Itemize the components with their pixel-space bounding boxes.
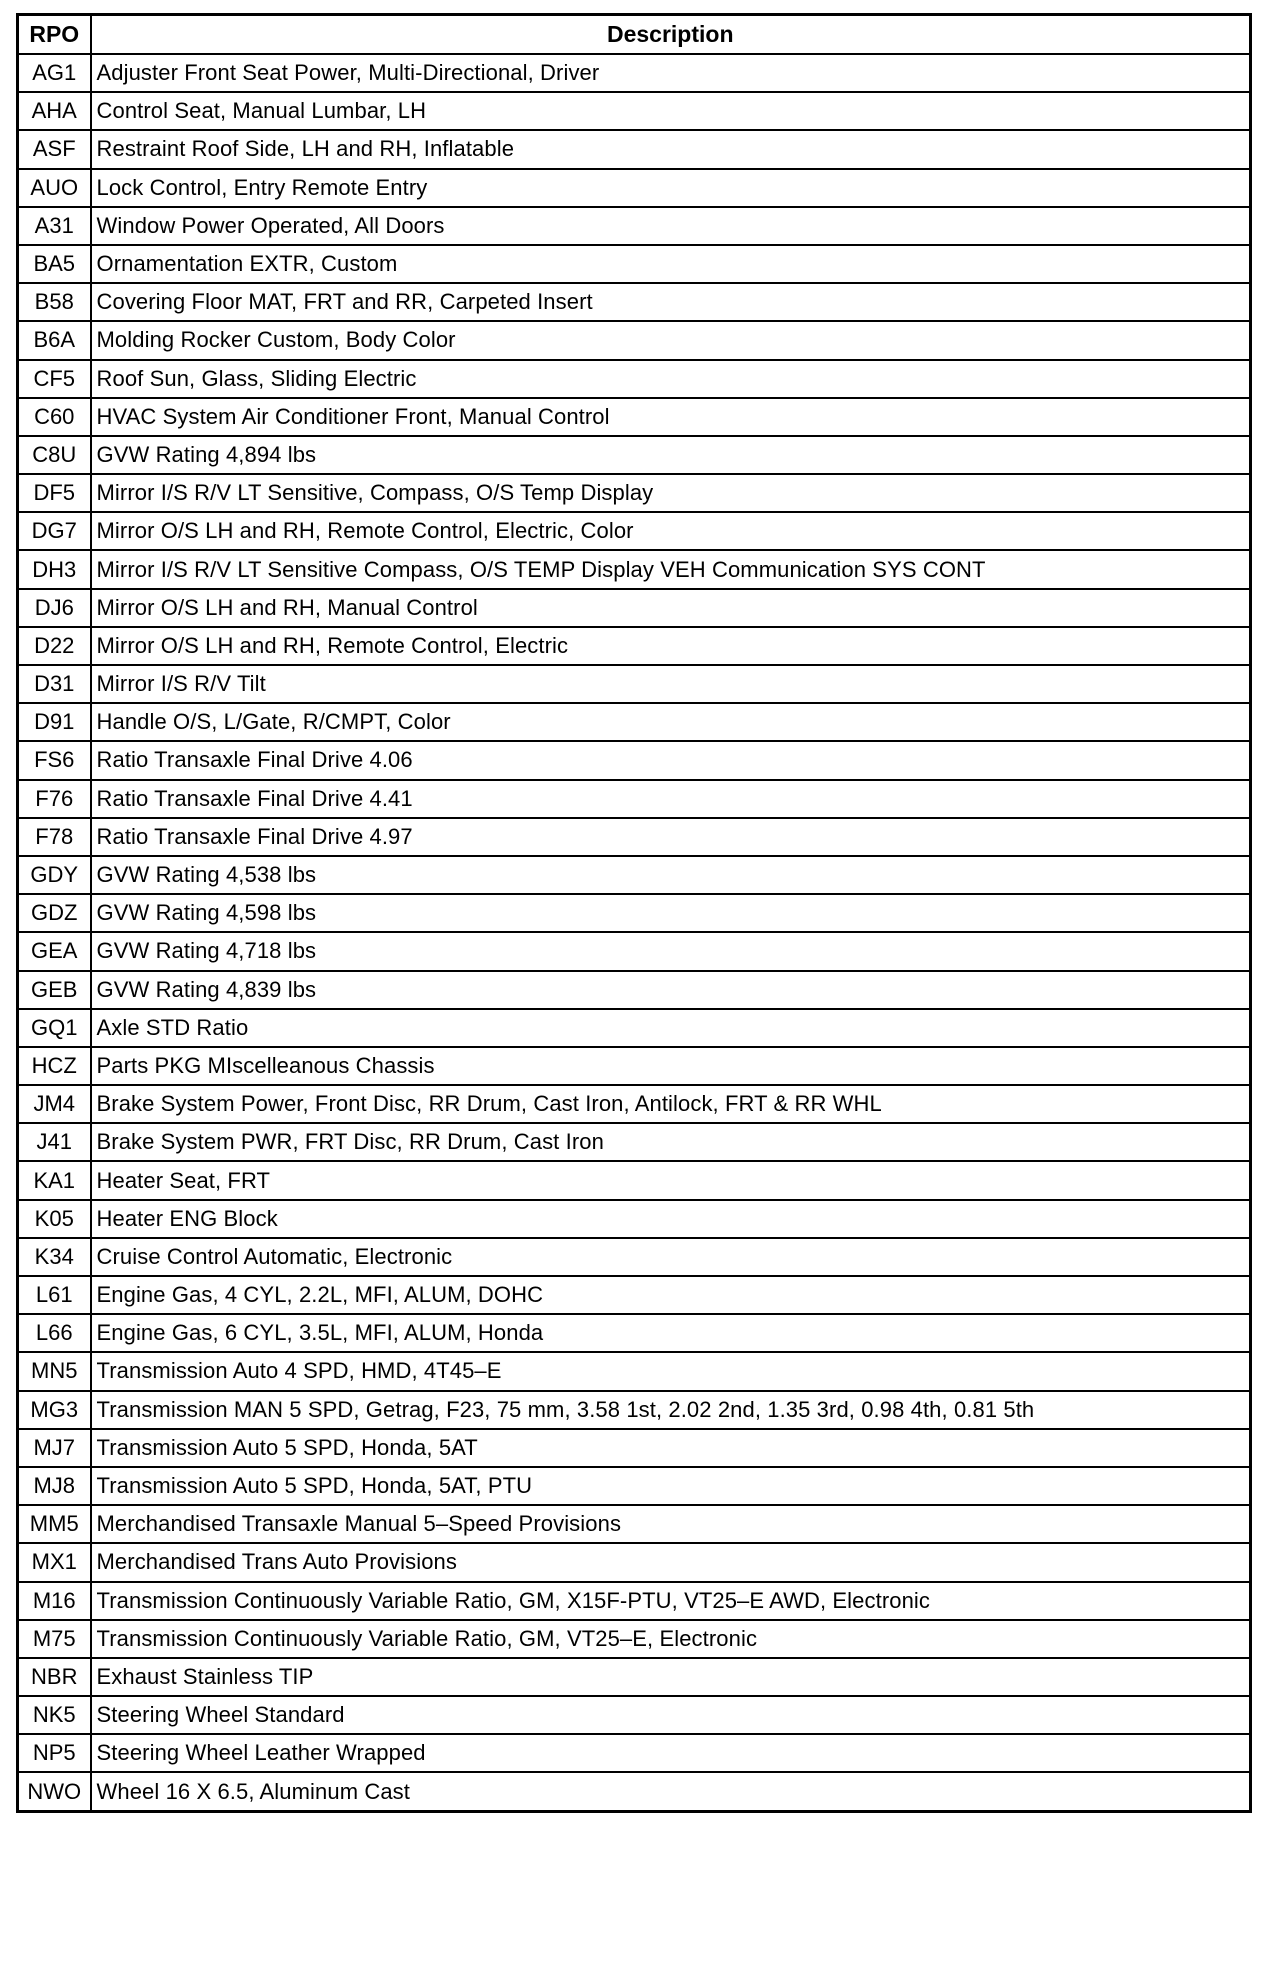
- table-row: [18, 130, 1251, 168]
- table-row: [18, 1467, 1251, 1505]
- rpo-code-cell: MJ8: [18, 1467, 91, 1505]
- description-cell: Ornamentation EXTR, Custom: [91, 245, 1251, 283]
- rpo-code-cell: A31: [18, 207, 91, 245]
- description-cell: Heater Seat, FRT: [91, 1161, 1251, 1199]
- rpo-code-cell: NBR: [18, 1658, 91, 1696]
- table-row: [18, 627, 1251, 665]
- rpo-code-cell: M16: [18, 1582, 91, 1620]
- table-row: [18, 436, 1251, 474]
- description-cell: Ratio Transaxle Final Drive 4.06: [91, 741, 1251, 779]
- rpo-code-cell: C8U: [18, 436, 91, 474]
- table-row: [18, 932, 1251, 970]
- rpo-code-cell: MN5: [18, 1352, 91, 1390]
- description-cell: Merchandised Trans Auto Provisions: [91, 1543, 1251, 1581]
- description-cell: Engine Gas, 6 CYL, 3.5L, MFI, ALUM, Honda: [91, 1314, 1251, 1352]
- table-row: [18, 703, 1251, 741]
- description-cell: Mirror O/S LH and RH, Remote Control, Electric, Color: [91, 512, 1251, 550]
- table-body: [18, 54, 1251, 1811]
- table-row: [18, 780, 1251, 818]
- rpo-code-cell: NP5: [18, 1734, 91, 1772]
- rpo-code-cell: L61: [18, 1276, 91, 1314]
- rpo-code-cell: F78: [18, 818, 91, 856]
- table-row: [18, 1734, 1251, 1772]
- rpo-code-sheet: [16, 13, 1249, 1813]
- description-cell: Adjuster Front Seat Power, Multi-Directional, Driver: [91, 54, 1251, 92]
- table-row: [18, 894, 1251, 932]
- rpo-code-cell: AG1: [18, 54, 91, 92]
- rpo-code-cell: DG7: [18, 512, 91, 550]
- table-row: [18, 360, 1251, 398]
- table-row: [18, 1391, 1251, 1429]
- rpo-code-cell: NK5: [18, 1696, 91, 1734]
- description-cell: Window Power Operated, All Doors: [91, 207, 1251, 245]
- table-row: [18, 207, 1251, 245]
- rpo-code-cell: MM5: [18, 1505, 91, 1543]
- description-cell: Transmission MAN 5 SPD, Getrag, F23, 75 mm, 3.58 1st, 2.02 2nd, 1.35 3rd, 0.98 4th, 0.81 5th: [91, 1391, 1251, 1429]
- rpo-code-cell: D22: [18, 627, 91, 665]
- description-cell: Steering Wheel Leather Wrapped: [91, 1734, 1251, 1772]
- description-cell: Steering Wheel Standard: [91, 1696, 1251, 1734]
- description-cell: Exhaust Stainless TIP: [91, 1658, 1251, 1696]
- description-cell: GVW Rating 4,894 lbs: [91, 436, 1251, 474]
- description-cell: Control Seat, Manual Lumbar, LH: [91, 92, 1251, 130]
- table-row: [18, 1582, 1251, 1620]
- rpo-code-cell: C60: [18, 398, 91, 436]
- rpo-code-cell: D31: [18, 665, 91, 703]
- description-cell: GVW Rating 4,598 lbs: [91, 894, 1251, 932]
- table-row: [18, 1123, 1251, 1161]
- description-cell: Transmission Auto 5 SPD, Honda, 5AT: [91, 1429, 1251, 1467]
- table-row: [18, 1161, 1251, 1199]
- table-row: [18, 1085, 1251, 1123]
- description-cell: Merchandised Transaxle Manual 5–Speed Provisions: [91, 1505, 1251, 1543]
- rpo-code-cell: MG3: [18, 1391, 91, 1429]
- table-row: [18, 1047, 1251, 1085]
- rpo-code-cell: HCZ: [18, 1047, 91, 1085]
- table-row: [18, 92, 1251, 130]
- description-cell: GVW Rating 4,538 lbs: [91, 856, 1251, 894]
- description-cell: Parts PKG MIscelleanous Chassis: [91, 1047, 1251, 1085]
- table-row: [18, 1620, 1251, 1658]
- description-cell: Brake System PWR, FRT Disc, RR Drum, Cast Iron: [91, 1123, 1251, 1161]
- rpo-code-cell: MX1: [18, 1543, 91, 1581]
- rpo-code-cell: GDY: [18, 856, 91, 894]
- description-column-header: Description: [91, 15, 1251, 55]
- description-cell: Mirror I/S R/V Tilt: [91, 665, 1251, 703]
- description-cell: Brake System Power, Front Disc, RR Drum, Cast Iron, Antilock, FRT & RR WHL: [91, 1085, 1251, 1123]
- description-cell: Axle STD Ratio: [91, 1009, 1251, 1047]
- rpo-code-cell: AUO: [18, 169, 91, 207]
- table-row: [18, 1772, 1251, 1811]
- rpo-table: [16, 13, 1252, 1813]
- description-cell: Transmission Auto 5 SPD, Honda, 5AT, PTU: [91, 1467, 1251, 1505]
- rpo-code-cell: DJ6: [18, 589, 91, 627]
- table-row: [18, 398, 1251, 436]
- table-row: [18, 1276, 1251, 1314]
- description-cell: Ratio Transaxle Final Drive 4.41: [91, 780, 1251, 818]
- description-cell: Ratio Transaxle Final Drive 4.97: [91, 818, 1251, 856]
- description-cell: Cruise Control Automatic, Electronic: [91, 1238, 1251, 1276]
- description-cell: HVAC System Air Conditioner Front, Manual Control: [91, 398, 1251, 436]
- rpo-column-header: RPO: [18, 15, 91, 55]
- table-row: [18, 1543, 1251, 1581]
- table-row: [18, 818, 1251, 856]
- table-row: [18, 54, 1251, 92]
- rpo-code-cell: DH3: [18, 550, 91, 588]
- table-row: [18, 1658, 1251, 1696]
- rpo-code-cell: NWO: [18, 1772, 91, 1811]
- description-cell: Molding Rocker Custom, Body Color: [91, 321, 1251, 359]
- table-row: [18, 971, 1251, 1009]
- rpo-code-cell: B58: [18, 283, 91, 321]
- table-row: [18, 550, 1251, 588]
- table-row: [18, 474, 1251, 512]
- description-cell: Lock Control, Entry Remote Entry: [91, 169, 1251, 207]
- rpo-code-cell: GEA: [18, 932, 91, 970]
- rpo-code-cell: J41: [18, 1123, 91, 1161]
- table-row: [18, 1200, 1251, 1238]
- table-row: [18, 1505, 1251, 1543]
- description-cell: Handle O/S, L/Gate, R/CMPT, Color: [91, 703, 1251, 741]
- description-cell: Roof Sun, Glass, Sliding Electric: [91, 360, 1251, 398]
- table-row: [18, 665, 1251, 703]
- table-row: [18, 245, 1251, 283]
- rpo-code-cell: K34: [18, 1238, 91, 1276]
- rpo-code-cell: AHA: [18, 92, 91, 130]
- description-cell: GVW Rating 4,839 lbs: [91, 971, 1251, 1009]
- description-cell: Heater ENG Block: [91, 1200, 1251, 1238]
- table-row: [18, 589, 1251, 627]
- description-cell: Mirror O/S LH and RH, Manual Control: [91, 589, 1251, 627]
- description-cell: Mirror O/S LH and RH, Remote Control, Electric: [91, 627, 1251, 665]
- description-cell: Restraint Roof Side, LH and RH, Inflatable: [91, 130, 1251, 168]
- table-row: [18, 741, 1251, 779]
- rpo-code-cell: B6A: [18, 321, 91, 359]
- rpo-code-cell: M75: [18, 1620, 91, 1658]
- rpo-code-cell: KA1: [18, 1161, 91, 1199]
- description-cell: Engine Gas, 4 CYL, 2.2L, MFI, ALUM, DOHC: [91, 1276, 1251, 1314]
- table-row: [18, 1352, 1251, 1390]
- description-cell: Transmission Continuously Variable Ratio, GM, X15F-PTU, VT25–E AWD, Electronic: [91, 1582, 1251, 1620]
- table-row: [18, 512, 1251, 550]
- rpo-code-cell: ASF: [18, 130, 91, 168]
- rpo-code-cell: FS6: [18, 741, 91, 779]
- rpo-code-cell: GEB: [18, 971, 91, 1009]
- table-row: [18, 321, 1251, 359]
- rpo-code-cell: GDZ: [18, 894, 91, 932]
- description-cell: Transmission Auto 4 SPD, HMD, 4T45–E: [91, 1352, 1251, 1390]
- rpo-code-cell: MJ7: [18, 1429, 91, 1467]
- header-row: [18, 15, 1251, 55]
- table-row: [18, 1696, 1251, 1734]
- description-cell: Mirror I/S R/V LT Sensitive Compass, O/S TEMP Display VEH Communication SYS CONT: [91, 550, 1251, 588]
- description-cell: Wheel 16 X 6.5, Aluminum Cast: [91, 1772, 1251, 1811]
- rpo-code-cell: BA5: [18, 245, 91, 283]
- table-row: [18, 283, 1251, 321]
- table-header: [18, 15, 1251, 55]
- table-row: [18, 1009, 1251, 1047]
- rpo-code-cell: DF5: [18, 474, 91, 512]
- rpo-code-cell: JM4: [18, 1085, 91, 1123]
- rpo-code-cell: D91: [18, 703, 91, 741]
- rpo-code-cell: CF5: [18, 360, 91, 398]
- description-cell: Covering Floor MAT, FRT and RR, Carpeted Insert: [91, 283, 1251, 321]
- table-row: [18, 1429, 1251, 1467]
- description-cell: Transmission Continuously Variable Ratio, GM, VT25–E, Electronic: [91, 1620, 1251, 1658]
- rpo-code-cell: GQ1: [18, 1009, 91, 1047]
- table-row: [18, 169, 1251, 207]
- table-row: [18, 1314, 1251, 1352]
- rpo-code-cell: K05: [18, 1200, 91, 1238]
- rpo-code-cell: F76: [18, 780, 91, 818]
- rpo-code-cell: L66: [18, 1314, 91, 1352]
- table-row: [18, 1238, 1251, 1276]
- table-row: [18, 856, 1251, 894]
- description-cell: GVW Rating 4,718 lbs: [91, 932, 1251, 970]
- description-cell: Mirror I/S R/V LT Sensitive, Compass, O/S Temp Display: [91, 474, 1251, 512]
